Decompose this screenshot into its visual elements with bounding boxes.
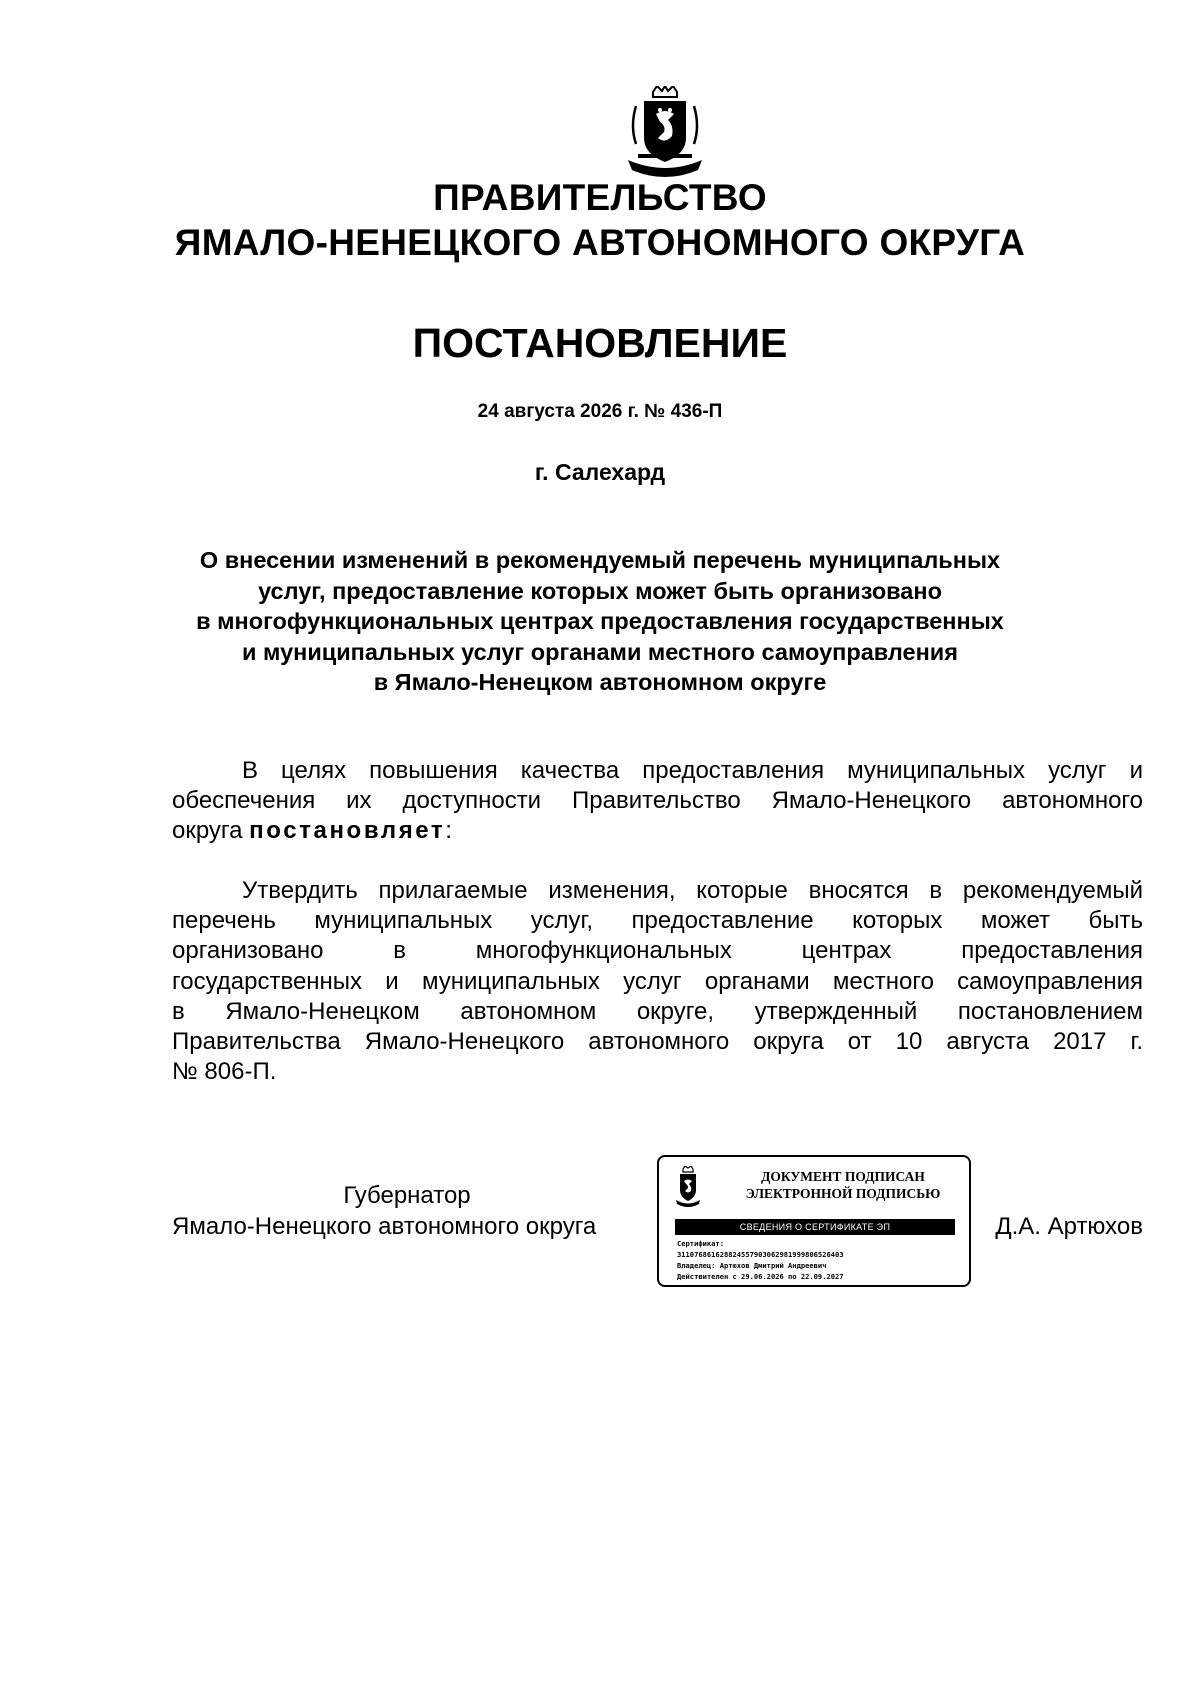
paragraph-line: Правительства Ямало-Ненецкого автономного округа от 10 августа 2017 г. (172, 1028, 1143, 1056)
signatory-title: Губернатор (343, 1182, 471, 1209)
certificate-validity: Действителен с 29.06.2026 по 22.09.2027 (677, 1272, 844, 1281)
document-subject (150, 545, 1050, 698)
signatory-name: Д.А. Артюхов (995, 1213, 1143, 1240)
coat-of-arms-emblem (622, 86, 708, 178)
certificate-details (677, 1238, 962, 1282)
coat-of-arms-icon (675, 1166, 701, 1208)
paragraph-text: : (445, 817, 452, 845)
paragraph-line: обеспечения их доступности Правительство Ямало-Ненецкого автономного (172, 787, 1143, 815)
document-city: г. Салехард (534, 459, 666, 485)
subject-line: в Ямало-Ненецком автономном округе (373, 669, 827, 695)
organization-name-line2: ЯМАЛО-НЕНЕЦКОГО АВТОНОМНОГО ОКРУГА (174, 222, 1026, 263)
stamp-title (729, 1168, 957, 1202)
paragraph-decision (172, 876, 1143, 1087)
certificate-owner: Владелец: Артюхов Дмитрий Андреевич (677, 1261, 827, 1270)
paragraph-line: государственных и муниципальных услуг органами местного самоуправления (172, 967, 1143, 995)
certificate-number: 311076861628824557903062981999806526403 (677, 1250, 844, 1259)
resolves-verb: постановляет (249, 817, 446, 845)
subject-line: в многофункциональных центрах предоставления государственных (196, 608, 1004, 634)
certificate-label: Сертификат: (677, 1239, 724, 1248)
certificate-info-bar: СВЕДЕНИЯ О СЕРТИФИКАТЕ ЭП (675, 1219, 955, 1235)
stamp-title-line: ЭЛЕКТРОННОЙ ПОДПИСЬЮ (745, 1186, 941, 1201)
subject-line: услуг, предоставление которых может быть организовано (258, 577, 942, 604)
paragraph-line: № 806-П. (172, 1058, 277, 1086)
organization-name-line1: ПРАВИТЕЛЬСТВО (433, 177, 767, 218)
document-type: ПОСТАНОВЛЕНИЕ (412, 320, 788, 366)
stamp-title-line: ДОКУМЕНТ ПОДПИСАН (761, 1169, 925, 1184)
paragraph-line (172, 816, 1143, 846)
paragraph-line: Утвердить прилагаемые изменения, которые вносятся в рекомендуемый (242, 877, 1143, 904)
paragraph-line: в Ямало-Ненецком автономном округе, утвержденный постановлением (172, 997, 1143, 1025)
signatory-region: Ямало-Ненецкого автономного округа (172, 1213, 597, 1240)
subject-line: и муниципальных услуг органами местного самоуправления (242, 638, 958, 665)
paragraph-line: В целях повышения качества предоставления муниципальных услуг и (242, 757, 1143, 784)
subject-line: О внесении изменений в рекомендуемый перечень муниципальных (199, 547, 1001, 573)
paragraph-line: перечень муниципальных услуг, предоставление которых может быть (172, 907, 1143, 935)
paragraph-line: организовано в многофункциональных центрах предоставления (172, 937, 1143, 965)
paragraph-preamble (172, 756, 1143, 847)
document-date-number: 24 августа 2026 г. № 436-П (477, 401, 723, 422)
paragraph-text: округа (172, 817, 250, 845)
electronic-signature-stamp (657, 1155, 971, 1287)
